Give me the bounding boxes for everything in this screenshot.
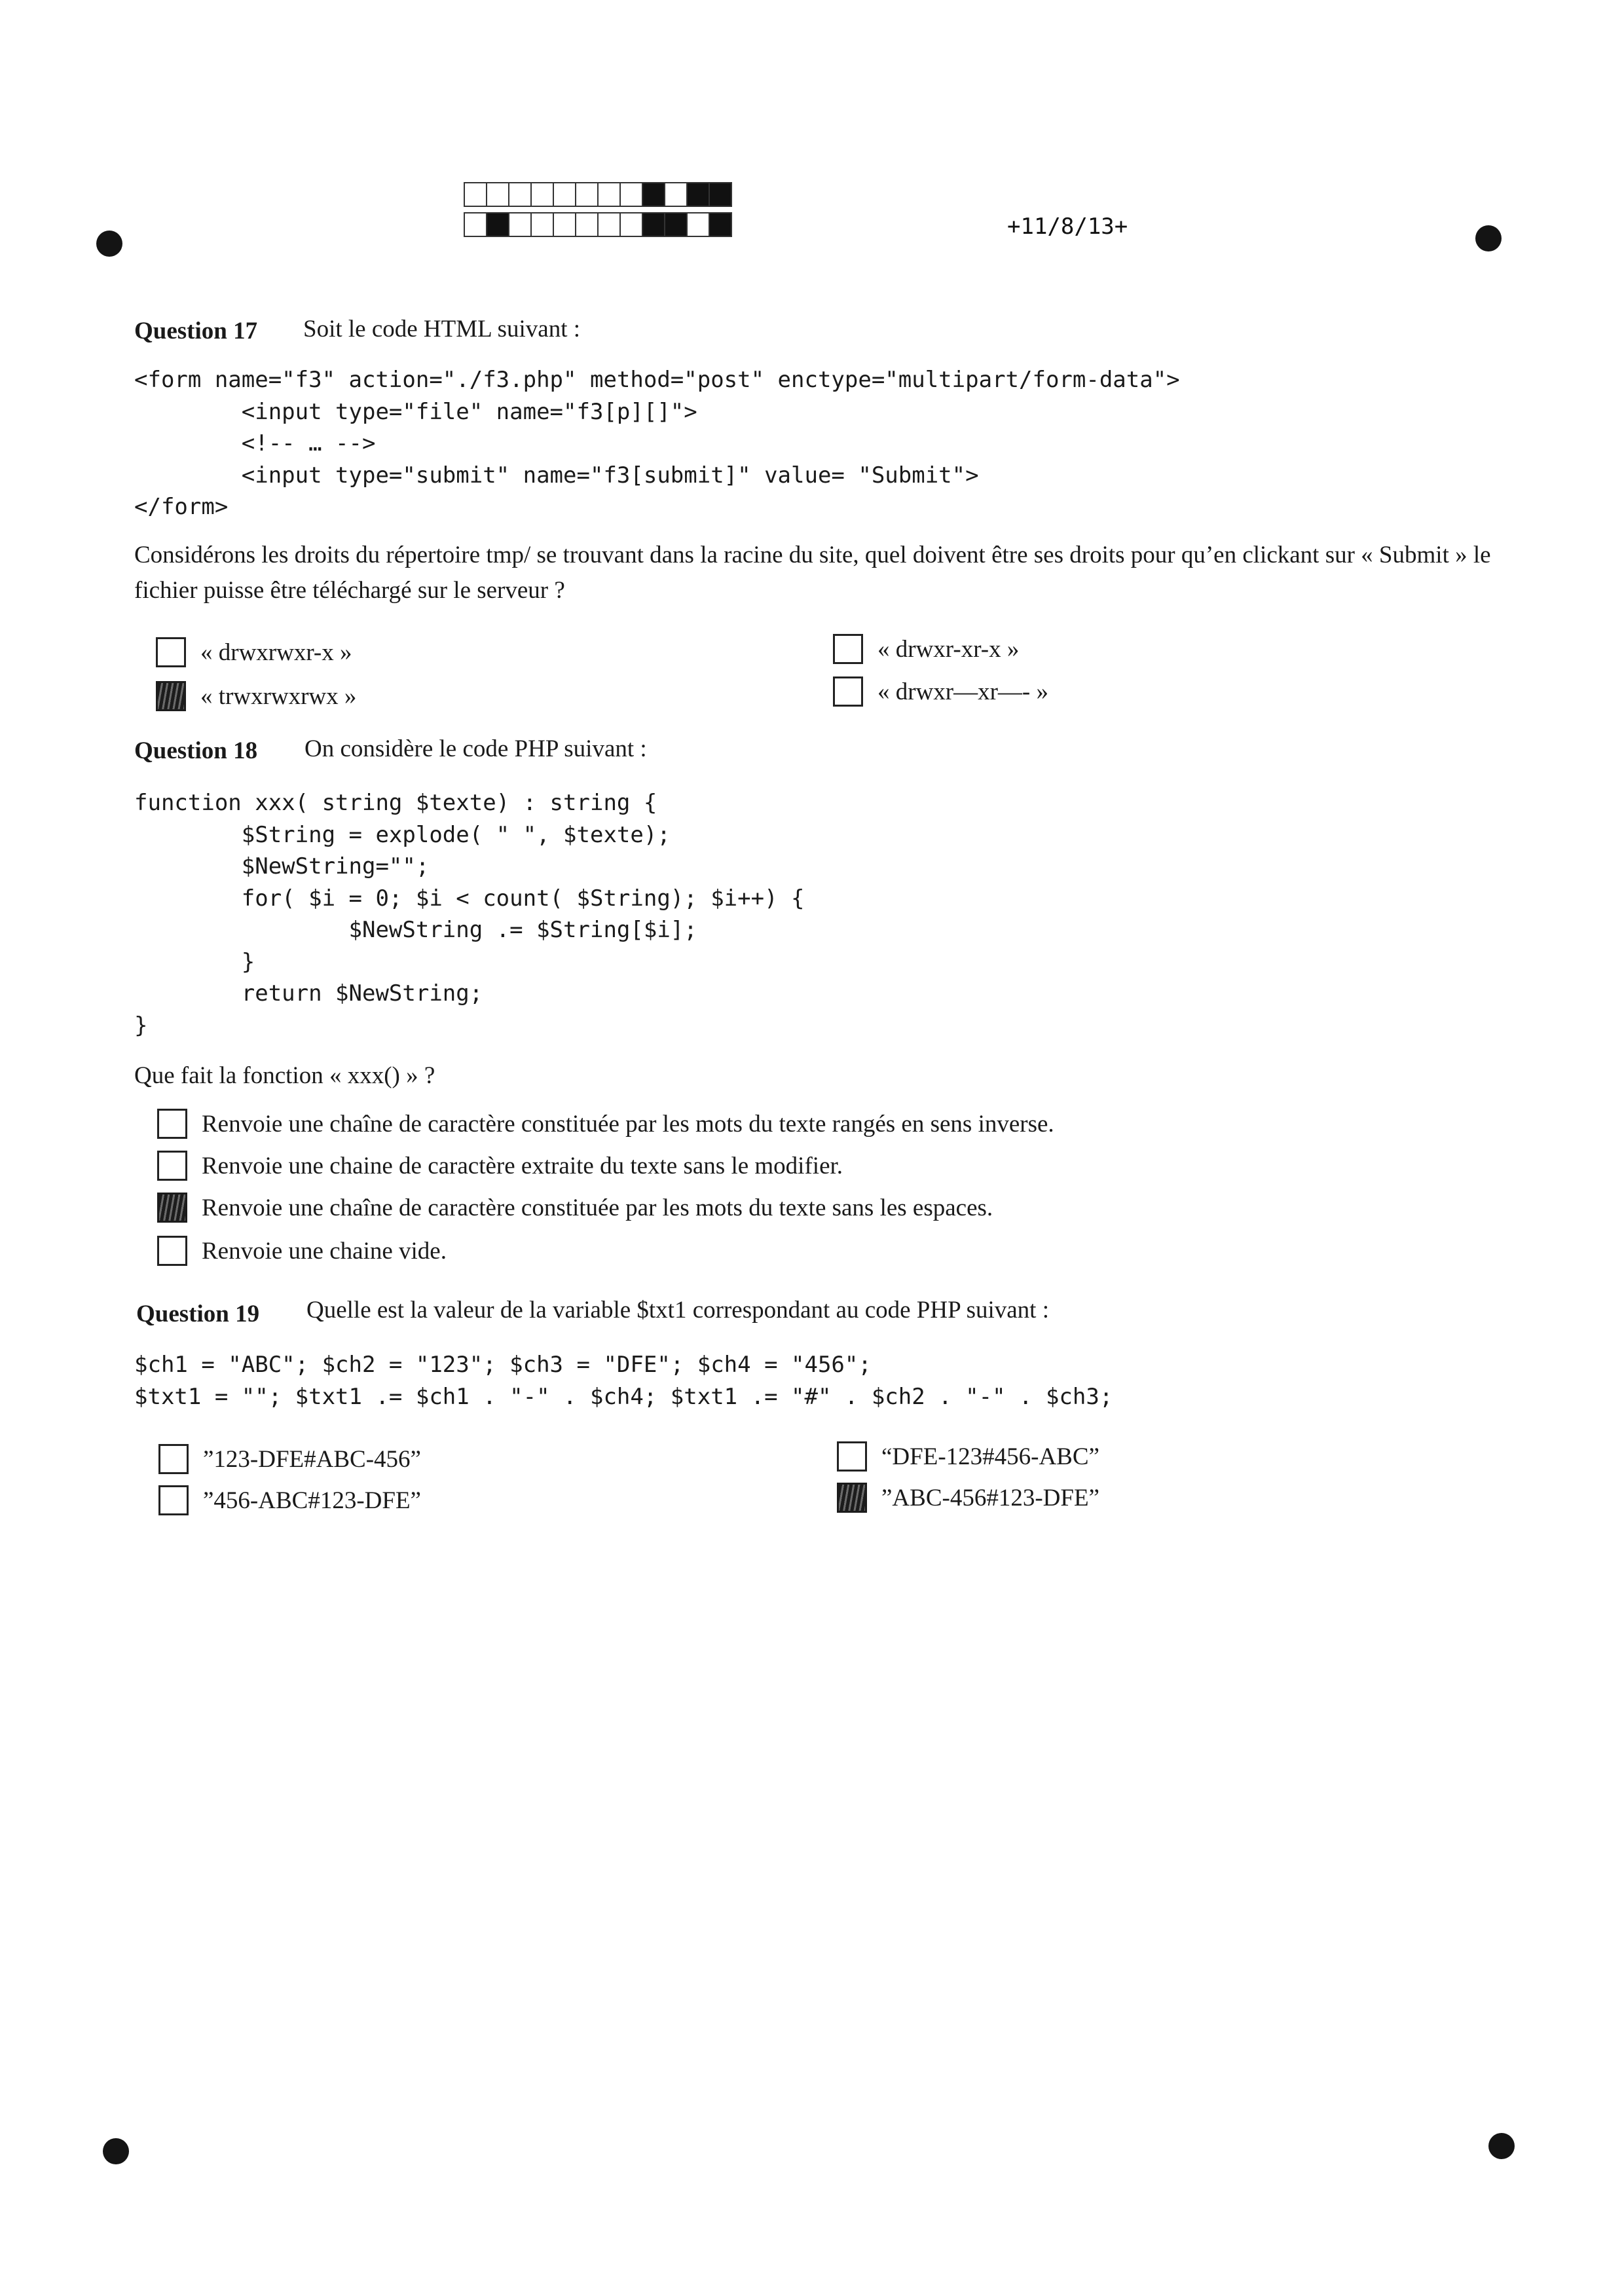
question-17-prompt: Considérons les droits du répertoire tmp/ se trouvant dans la racine du site, quel doivent être ses droits pour qu’en clickant sur « Submit » le fichier puisse être téléchargé sur le serveur ?: [134, 542, 1491, 604]
q19-option-4[interactable]: [837, 1483, 1099, 1513]
scan-code-cell: [508, 212, 532, 237]
scan-code-cell: [642, 212, 665, 237]
scan-code-cell: [530, 182, 554, 207]
option-label: Renvoie une chaine de caractère extraite du texte sans le modifier.: [202, 1152, 843, 1179]
scan-code-cell: [619, 182, 643, 207]
checkbox[interactable]: [833, 676, 863, 707]
checkbox[interactable]: [157, 1236, 187, 1266]
scan-code-cell: [597, 182, 621, 207]
checkbox[interactable]: [833, 634, 863, 664]
question-19-code: $ch1 = "ABC"; $ch2 = "123"; $ch3 = "DFE"; $ch4 = "456"; $txt1 = ""; $txt1 .= $ch1 . "-" . $ch4; $txt1 .= "#" . $ch2 . "-" . $ch3;: [134, 1352, 1113, 1410]
scan-code-cell: [597, 212, 621, 237]
q18-option-2[interactable]: [157, 1151, 843, 1181]
checkbox[interactable]: [158, 1485, 189, 1515]
question-17-text: Soit le code HTML suivant :: [303, 316, 581, 343]
option-label: ”123-DFE#ABC-456”: [203, 1445, 421, 1473]
checkbox[interactable]: [156, 681, 186, 711]
checkbox[interactable]: [157, 1193, 187, 1223]
q18-option-4[interactable]: [157, 1236, 447, 1266]
checkbox[interactable]: [157, 1109, 187, 1139]
scan-code-cell: [530, 212, 554, 237]
option-label: « drwxrwxr-x »: [200, 639, 352, 666]
registration-mark-top-left: [96, 231, 122, 257]
q17-option-4[interactable]: [833, 676, 1048, 707]
scan-code-cell: [686, 182, 710, 207]
q18-option-3[interactable]: [157, 1193, 993, 1223]
registration-mark-bottom-right: [1488, 2133, 1515, 2159]
checkbox[interactable]: [157, 1151, 187, 1181]
scan-code-cell: [619, 212, 643, 237]
q17-option-3[interactable]: [833, 634, 1019, 664]
scan-code-cell: [553, 182, 576, 207]
question-18-prompt: Que fait la fonction « xxx() » ?: [134, 1062, 435, 1089]
page-id: +11/8/13+: [1007, 213, 1128, 240]
q19-option-2[interactable]: [158, 1485, 421, 1515]
scan-code-grid: [464, 182, 731, 237]
option-label: ”ABC-456#123-DFE”: [881, 1484, 1099, 1511]
scan-code-row-2: [464, 212, 731, 237]
scan-code-cell: [664, 182, 688, 207]
question-18-label: Question 18: [134, 737, 258, 764]
option-label: « drwxr-xr-x »: [877, 635, 1020, 663]
option-label: “DFE-123#456-ABC”: [881, 1443, 1099, 1470]
scan-code-cell: [642, 182, 665, 207]
question-19-text: Quelle est la valeur de la variable $txt1 correspondant au code PHP suivant :: [306, 1297, 1049, 1324]
scan-code-cell: [575, 182, 599, 207]
option-label: Renvoie une chaine vide.: [202, 1237, 447, 1265]
scan-code-row-1: [464, 182, 731, 207]
q19-option-3[interactable]: [837, 1441, 1099, 1472]
scan-code-cell: [709, 182, 732, 207]
registration-mark-bottom-left: [103, 2138, 129, 2164]
option-label: ”456-ABC#123-DFE”: [203, 1487, 421, 1514]
scan-code-cell: [486, 182, 509, 207]
option-label: « trwxrwxrwx »: [200, 682, 357, 710]
checkbox[interactable]: [837, 1441, 867, 1472]
registration-mark-top-right: [1475, 225, 1502, 251]
scan-code-cell: [553, 212, 576, 237]
checkbox[interactable]: [158, 1444, 189, 1474]
question-18-text: On considère le code PHP suivant :: [304, 735, 647, 762]
q17-option-2[interactable]: [156, 681, 356, 711]
checkbox[interactable]: [156, 637, 186, 667]
question-18-code: function xxx( string $texte) : string { $String = explode( " ", $texte); $NewString=""; for( $i = 0; $i < count( $String); $i++) { $NewString .= $String[$i]; } return $NewString; }: [134, 790, 805, 1039]
q18-option-1[interactable]: [157, 1109, 1054, 1139]
scan-code-cell: [686, 212, 710, 237]
question-17-code: <form name="f3" action="./f3.php" method="post" enctype="multipart/form-data"> <input type="file" name="f3[p][]"> <!-- … --> <input type="submit" name="f3[submit]" value= "Submit"> </form>: [134, 367, 1180, 520]
scan-code-cell: [709, 212, 732, 237]
option-label: « drwxr—xr—- »: [877, 678, 1049, 705]
question-17-label: Question 17: [134, 318, 258, 344]
scan-code-cell: [464, 182, 487, 207]
scan-code-cell: [486, 212, 509, 237]
scan-code-cell: [508, 182, 532, 207]
checkbox[interactable]: [837, 1483, 867, 1513]
scan-code-cell: [464, 212, 487, 237]
option-label: Renvoie une chaîne de caractère constituée par les mots du texte rangés en sens inverse.: [202, 1110, 1054, 1138]
q17-option-1[interactable]: [156, 637, 352, 667]
scan-code-cell: [664, 212, 688, 237]
scan-code-cell: [575, 212, 599, 237]
q19-option-1[interactable]: [158, 1444, 421, 1474]
option-label: Renvoie une chaîne de caractère constituée par les mots du texte sans les espaces.: [202, 1194, 993, 1221]
question-19-label: Question 19: [136, 1301, 260, 1327]
